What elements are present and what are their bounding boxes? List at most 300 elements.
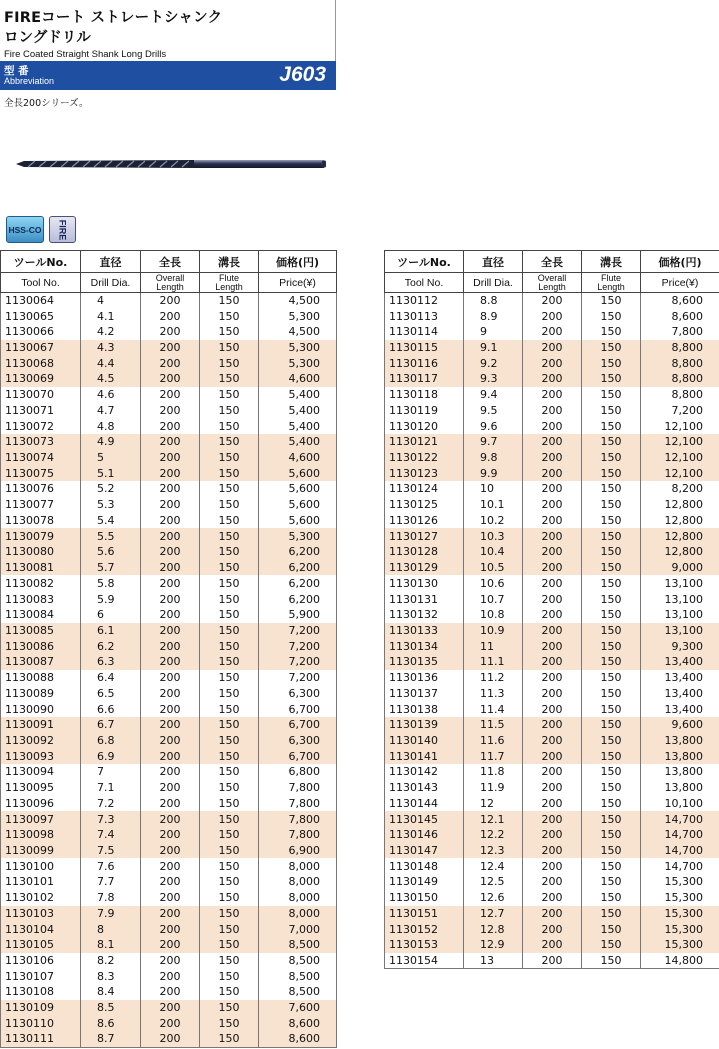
diameter-cell: 5.4 [81, 513, 141, 529]
price-cell: 8,800 [641, 387, 719, 403]
hss-co-label: HSS-CO [8, 224, 42, 235]
overall-length-cell: 200 [523, 481, 582, 497]
price-cell: 8,000 [259, 890, 337, 906]
tool-no-cell: 1130132 [385, 607, 464, 623]
flute-length-cell: 150 [200, 953, 259, 969]
table-row [1, 670, 337, 686]
overall-length-cell: 200 [523, 843, 582, 859]
flute-length-cell: 150 [582, 685, 641, 701]
overall-length-cell: 200 [523, 387, 582, 403]
table-row [1, 481, 337, 497]
table-row [385, 575, 719, 591]
table-row [385, 371, 719, 387]
overall-length-cell: 200 [523, 591, 582, 607]
model-code: J603 [279, 63, 326, 86]
price-cell: 6,300 [259, 685, 337, 701]
flute-length-cell: 150 [200, 874, 259, 890]
diameter-cell: 4.8 [81, 418, 141, 434]
overall-length-cell: 200 [141, 968, 200, 984]
header-box [0, 0, 336, 90]
flute-length-cell: 150 [200, 1000, 259, 1016]
flute-length-cell: 150 [200, 418, 259, 434]
col-price-en: Price(¥) [259, 273, 337, 293]
diameter-cell: 7.6 [81, 858, 141, 874]
overall-length-cell: 200 [523, 513, 582, 529]
overall-length-cell: 200 [141, 748, 200, 764]
overall-length-cell: 200 [141, 921, 200, 937]
table-row [1, 984, 337, 1000]
flute-length-cell: 150 [200, 560, 259, 576]
price-cell: 7,800 [259, 827, 337, 843]
diameter-cell: 11.1 [464, 654, 523, 670]
table-row [385, 497, 719, 513]
price-cell: 14,700 [641, 843, 719, 859]
price-cell: 8,600 [259, 1031, 337, 1047]
flute-length-cell: 150 [582, 293, 641, 309]
price-cell: 13,100 [641, 575, 719, 591]
table-row [385, 937, 719, 953]
overall-length-cell: 200 [141, 638, 200, 654]
tool-no-cell: 1130080 [1, 544, 81, 560]
tool-no-cell: 1130130 [385, 575, 464, 591]
tool-no-cell: 1130076 [1, 481, 81, 497]
tool-no-cell: 1130069 [1, 371, 81, 387]
price-cell: 8,500 [259, 953, 337, 969]
flute-length-cell: 150 [582, 921, 641, 937]
flute-length-cell: 150 [200, 937, 259, 953]
price-cell: 7,000 [259, 921, 337, 937]
flute-length-cell: 150 [200, 623, 259, 639]
overall-length-cell: 200 [523, 403, 582, 419]
price-cell: 14,700 [641, 827, 719, 843]
diameter-cell: 5.5 [81, 528, 141, 544]
price-cell: 10,100 [641, 796, 719, 812]
tool-no-cell: 1130105 [1, 937, 81, 953]
table-row [1, 748, 337, 764]
price-cell: 13,800 [641, 748, 719, 764]
diameter-cell: 5.9 [81, 591, 141, 607]
tool-no-cell: 1130111 [1, 1031, 81, 1047]
overall-length-cell: 200 [523, 780, 582, 796]
overall-length-cell: 200 [523, 921, 582, 937]
table-row [385, 670, 719, 686]
flute-length-cell: 150 [200, 481, 259, 497]
diameter-cell: 11.7 [464, 748, 523, 764]
diameter-cell: 8.4 [81, 984, 141, 1000]
diameter-cell: 5.3 [81, 497, 141, 513]
price-cell: 7,800 [641, 324, 719, 340]
table-row [385, 843, 719, 859]
product-title: FIREコート ストレートシャンク [4, 10, 223, 26]
tool-no-cell: 1130136 [385, 670, 464, 686]
table-row [385, 890, 719, 906]
price-cell: 13,400 [641, 654, 719, 670]
table-row [1, 937, 337, 953]
tool-no-cell: 1130148 [385, 858, 464, 874]
tool-no-cell: 1130147 [385, 843, 464, 859]
price-cell: 12,800 [641, 528, 719, 544]
flute-length-cell: 150 [582, 937, 641, 953]
tool-no-cell: 1130144 [385, 796, 464, 812]
price-cell: 13,800 [641, 764, 719, 780]
overall-length-cell: 200 [523, 764, 582, 780]
flute-length-cell: 150 [582, 874, 641, 890]
diameter-cell: 7.2 [81, 796, 141, 812]
diameter-cell: 10.6 [464, 575, 523, 591]
tool-no-cell: 1130133 [385, 623, 464, 639]
tool-no-cell: 1130068 [1, 355, 81, 371]
overall-length-cell: 200 [141, 434, 200, 450]
diameter-cell: 4.7 [81, 403, 141, 419]
overall-length-cell: 200 [141, 953, 200, 969]
price-cell: 12,800 [641, 544, 719, 560]
diameter-cell: 8 [81, 921, 141, 937]
tool-no-cell: 1130077 [1, 497, 81, 513]
price-cell: 7,200 [259, 670, 337, 686]
flute-length-cell: 150 [200, 968, 259, 984]
tool-no-cell: 1130109 [1, 1000, 81, 1016]
diameter-cell: 7.9 [81, 906, 141, 922]
table-row [1, 293, 337, 309]
overall-length-cell: 200 [141, 890, 200, 906]
table-row [1, 906, 337, 922]
tool-no-cell: 1130143 [385, 780, 464, 796]
diameter-cell: 11.3 [464, 685, 523, 701]
flute-length-cell: 150 [200, 465, 259, 481]
diameter-cell: 10.4 [464, 544, 523, 560]
flute-length-cell: 150 [582, 513, 641, 529]
flute-length-cell: 150 [200, 701, 259, 717]
price-cell: 7,200 [259, 638, 337, 654]
diameter-cell: 6.1 [81, 623, 141, 639]
table-row [1, 497, 337, 513]
table-row [1, 811, 337, 827]
flute-length-cell: 150 [582, 843, 641, 859]
diameter-cell: 6.3 [81, 654, 141, 670]
col-overall-length-jp: 全長 [523, 251, 582, 273]
overall-length-cell: 200 [141, 796, 200, 812]
flute-length-cell: 150 [582, 796, 641, 812]
tool-no-cell: 1130100 [1, 858, 81, 874]
tool-no-cell: 1130139 [385, 717, 464, 733]
overall-length-cell: 200 [523, 874, 582, 890]
diameter-cell: 4.2 [81, 324, 141, 340]
col-price-jp: 価格(円) [641, 251, 719, 273]
tool-no-cell: 1130103 [1, 906, 81, 922]
overall-length-cell: 200 [523, 575, 582, 591]
overall-length-cell: 200 [523, 544, 582, 560]
tool-no-cell: 1130101 [1, 874, 81, 890]
table-row [385, 717, 719, 733]
tool-no-cell: 1130072 [1, 418, 81, 434]
flute-length-cell: 150 [200, 984, 259, 1000]
table-row [385, 701, 719, 717]
tool-no-cell: 1130075 [1, 465, 81, 481]
flute-length-cell: 150 [200, 921, 259, 937]
flute-length-cell: 150 [582, 811, 641, 827]
flute-length-cell: 150 [200, 528, 259, 544]
overall-length-cell: 200 [523, 827, 582, 843]
overall-length-cell: 200 [141, 1031, 200, 1047]
tool-no-cell: 1130084 [1, 607, 81, 623]
price-cell: 13,100 [641, 591, 719, 607]
tool-no-cell: 1130117 [385, 371, 464, 387]
tool-no-cell: 1130089 [1, 685, 81, 701]
overall-length-cell: 200 [141, 324, 200, 340]
tool-no-cell: 1130095 [1, 780, 81, 796]
diameter-cell: 8.7 [81, 1031, 141, 1047]
price-cell: 12,100 [641, 418, 719, 434]
col-flute-length-en: Flute Length [582, 273, 641, 293]
tool-no-cell: 1130092 [1, 733, 81, 749]
table-row [1, 308, 337, 324]
tool-no-cell: 1130107 [1, 968, 81, 984]
diameter-cell: 11.9 [464, 780, 523, 796]
tool-no-cell: 1130083 [1, 591, 81, 607]
price-cell: 5,300 [259, 308, 337, 324]
overall-length-cell: 200 [141, 717, 200, 733]
table-row [1, 465, 337, 481]
table-row [385, 481, 719, 497]
diameter-cell: 7.5 [81, 843, 141, 859]
flute-length-cell: 150 [582, 638, 641, 654]
table-row [1, 921, 337, 937]
flute-length-cell: 150 [200, 497, 259, 513]
table-row [385, 748, 719, 764]
diameter-cell: 7.4 [81, 827, 141, 843]
overall-length-cell: 200 [141, 513, 200, 529]
drill-illustration [14, 150, 334, 180]
price-cell: 12,100 [641, 450, 719, 466]
flute-length-cell: 150 [200, 1016, 259, 1032]
price-cell: 15,300 [641, 890, 719, 906]
diameter-cell: 12.2 [464, 827, 523, 843]
flute-length-cell: 150 [582, 591, 641, 607]
price-cell: 5,300 [259, 528, 337, 544]
overall-length-cell: 200 [523, 733, 582, 749]
price-cell: 14,700 [641, 811, 719, 827]
price-cell: 7,800 [259, 780, 337, 796]
flute-length-cell: 150 [200, 733, 259, 749]
overall-length-cell: 200 [523, 607, 582, 623]
overall-length-cell: 200 [523, 748, 582, 764]
flute-length-cell: 150 [582, 858, 641, 874]
overall-length-cell: 200 [523, 906, 582, 922]
diameter-cell: 12.9 [464, 937, 523, 953]
flute-length-cell: 150 [582, 780, 641, 796]
table-row [1, 403, 337, 419]
price-cell: 8,800 [641, 371, 719, 387]
diameter-cell: 9.6 [464, 418, 523, 434]
diameter-cell: 9.2 [464, 355, 523, 371]
tool-no-cell: 1130112 [385, 293, 464, 309]
table-row [1, 528, 337, 544]
flute-length-cell: 150 [582, 701, 641, 717]
tool-no-cell: 1130154 [385, 953, 464, 969]
diameter-cell: 9.4 [464, 387, 523, 403]
tool-no-cell: 1130106 [1, 953, 81, 969]
flute-length-cell: 150 [582, 308, 641, 324]
table-row [385, 355, 719, 371]
table-row [1, 968, 337, 984]
table-row [385, 906, 719, 922]
price-cell: 12,800 [641, 497, 719, 513]
price-cell: 15,300 [641, 906, 719, 922]
abbreviation-label-jp: 型 番 [4, 65, 29, 77]
tool-no-cell: 1130067 [1, 340, 81, 356]
price-cell: 5,900 [259, 607, 337, 623]
table-row [385, 638, 719, 654]
tool-no-cell: 1130135 [385, 654, 464, 670]
overall-length-cell: 200 [141, 764, 200, 780]
tool-no-cell: 1130115 [385, 340, 464, 356]
flute-length-cell: 150 [582, 906, 641, 922]
diameter-cell: 6.7 [81, 717, 141, 733]
diameter-cell: 12.5 [464, 874, 523, 890]
overall-length-cell: 200 [141, 811, 200, 827]
abbreviation-label-en: Abbreviation [4, 76, 55, 86]
table-row [1, 450, 337, 466]
price-cell: 5,300 [259, 340, 337, 356]
tool-no-cell: 1130099 [1, 843, 81, 859]
col-diameter-jp: 直径 [464, 251, 523, 273]
price-cell: 8,600 [641, 308, 719, 324]
price-cell: 15,300 [641, 937, 719, 953]
overall-length-cell: 200 [523, 355, 582, 371]
flute-length-cell: 150 [200, 371, 259, 387]
diameter-cell: 12.8 [464, 921, 523, 937]
table-row [1, 324, 337, 340]
diameter-cell: 13 [464, 953, 523, 969]
price-cell: 5,600 [259, 481, 337, 497]
overall-length-cell: 200 [141, 481, 200, 497]
diameter-cell: 12.4 [464, 858, 523, 874]
overall-length-cell: 200 [141, 528, 200, 544]
overall-length-cell: 200 [141, 1016, 200, 1032]
flute-length-cell: 150 [200, 654, 259, 670]
col-overall-length-en: Overall Length [141, 273, 200, 293]
overall-length-cell: 200 [523, 465, 582, 481]
price-cell: 7,200 [641, 403, 719, 419]
table-row [1, 890, 337, 906]
table-row [385, 544, 719, 560]
table-row [1, 1031, 337, 1047]
tool-no-cell: 1130146 [385, 827, 464, 843]
price-cell: 5,400 [259, 434, 337, 450]
overall-length-cell: 200 [141, 450, 200, 466]
overall-length-cell: 200 [523, 937, 582, 953]
price-cell: 6,300 [259, 733, 337, 749]
table-row [1, 607, 337, 623]
price-cell: 8,500 [259, 937, 337, 953]
table-row [1, 575, 337, 591]
table-row [385, 921, 719, 937]
tool-no-cell: 1130073 [1, 434, 81, 450]
diameter-cell: 4.1 [81, 308, 141, 324]
flute-length-cell: 150 [582, 340, 641, 356]
col-tool-no-en: Tool No. [385, 273, 464, 293]
flute-length-cell: 150 [200, 906, 259, 922]
flute-length-cell: 150 [200, 607, 259, 623]
tool-no-cell: 1130123 [385, 465, 464, 481]
overall-length-cell: 200 [141, 308, 200, 324]
price-cell: 13,800 [641, 733, 719, 749]
tool-no-cell: 1130128 [385, 544, 464, 560]
diameter-cell: 4 [81, 293, 141, 309]
overall-length-cell: 200 [523, 638, 582, 654]
overall-length-cell: 200 [523, 371, 582, 387]
table-row [1, 638, 337, 654]
price-cell: 7,200 [259, 623, 337, 639]
price-cell: 13,400 [641, 670, 719, 686]
col-diameter-en: Drill Dia. [464, 273, 523, 293]
table-row [1, 701, 337, 717]
diameter-cell: 7.3 [81, 811, 141, 827]
overall-length-cell: 200 [141, 780, 200, 796]
table-row [385, 465, 719, 481]
diameter-cell: 6 [81, 607, 141, 623]
diameter-cell: 8.1 [81, 937, 141, 953]
fire-coating-icon [49, 216, 76, 243]
table-row [1, 780, 337, 796]
header-row-en [385, 273, 719, 293]
overall-length-cell: 200 [523, 418, 582, 434]
diameter-cell: 7 [81, 764, 141, 780]
flute-length-cell: 150 [200, 355, 259, 371]
overall-length-cell: 200 [523, 811, 582, 827]
overall-length-cell: 200 [523, 308, 582, 324]
overall-length-cell: 200 [141, 340, 200, 356]
table-row [385, 764, 719, 780]
spec-table-left [0, 250, 337, 1048]
tool-no-cell: 1130113 [385, 308, 464, 324]
diameter-cell: 7.1 [81, 780, 141, 796]
diameter-cell: 9.8 [464, 450, 523, 466]
flute-length-cell: 150 [582, 465, 641, 481]
flute-length-cell: 150 [200, 293, 259, 309]
table-row [1, 340, 337, 356]
flute-length-cell: 150 [582, 827, 641, 843]
table-row [385, 308, 719, 324]
overall-length-cell: 200 [523, 340, 582, 356]
product-title-english: Fire Coated Straight Shank Long Drills [4, 49, 167, 60]
diameter-cell: 6.5 [81, 685, 141, 701]
price-cell: 13,800 [641, 780, 719, 796]
diameter-cell: 4.3 [81, 340, 141, 356]
price-cell: 4,500 [259, 324, 337, 340]
overall-length-cell: 200 [141, 701, 200, 717]
tool-no-cell: 1130137 [385, 685, 464, 701]
table-row [1, 858, 337, 874]
price-cell: 6,900 [259, 843, 337, 859]
overall-length-cell: 200 [141, 623, 200, 639]
tool-no-cell: 1130121 [385, 434, 464, 450]
price-cell: 6,700 [259, 748, 337, 764]
overall-length-cell: 200 [141, 906, 200, 922]
tool-no-cell: 1130082 [1, 575, 81, 591]
diameter-cell: 12.1 [464, 811, 523, 827]
tool-no-cell: 1130119 [385, 403, 464, 419]
tool-no-cell: 1130078 [1, 513, 81, 529]
table-row [385, 450, 719, 466]
tool-no-cell: 1130110 [1, 1016, 81, 1032]
flute-length-cell: 150 [200, 434, 259, 450]
tool-no-cell: 1130065 [1, 308, 81, 324]
diameter-cell: 10.5 [464, 560, 523, 576]
table-row [1, 654, 337, 670]
flute-length-cell: 150 [582, 764, 641, 780]
header-row-jp [385, 251, 719, 273]
